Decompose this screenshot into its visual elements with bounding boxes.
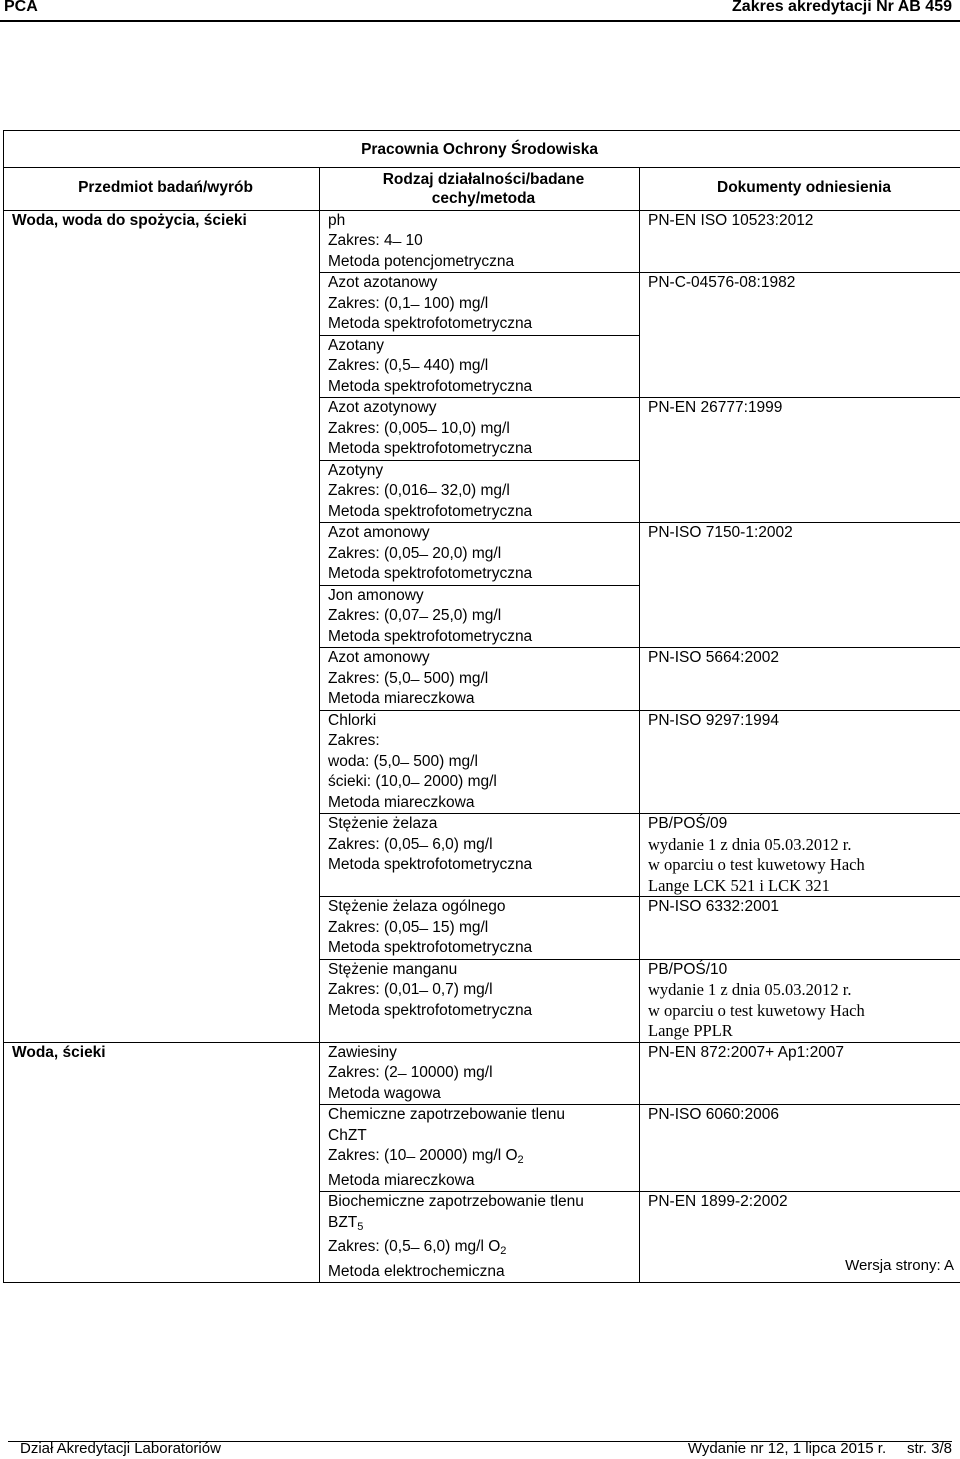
doc-cell: PN-EN 26777:1999 — [640, 398, 960, 523]
doc-cell: PN-ISO 6060:2006 — [640, 1105, 960, 1192]
table-row — [4, 1042, 960, 1105]
page-header — [0, 0, 960, 22]
method-cell: Azotyny Zakres: (0,016 ̶ 32,0) mg/l Metoda spektrofotometryczna — [320, 460, 640, 523]
doc-cell: PN-EN 1899-2:2002 — [640, 1192, 960, 1283]
header-row — [4, 167, 960, 210]
accreditation-table — [3, 130, 960, 1283]
method-cell: Azotany Zakres: (0,5 ̶ 440) mg/l Metoda spektrofotometryczna — [320, 335, 640, 398]
method-cell: Stężenie żelaza ogólnego Zakres: (0,05 ̶ 15) mg/l Metoda spektrofotometryczna — [320, 897, 640, 960]
method-cell: Azot azotynowy Zakres: (0,005 ̶ 10,0) mg/l Metoda spektrofotometryczna — [320, 398, 640, 461]
method-cell: Stężenie żelaza Zakres: (0,05 ̶ 6,0) mg/l Metoda spektrofotometryczna — [320, 814, 640, 897]
doc-cell: PN-C-04576-08:1982 — [640, 273, 960, 398]
doc-cell: PN-ISO 7150-1:2002 — [640, 523, 960, 648]
method-cell: Jon amonowy Zakres: (0,07 ̶ 25,0) mg/l Metoda spektrofotometryczna — [320, 585, 640, 648]
method-cell: Zawiesiny Zakres: (2 ̶ 10000) mg/l Metoda wagowa — [320, 1042, 640, 1105]
subject-cell: Woda, ścieki — [4, 1042, 320, 1283]
method-cell: Azot azotanowy Zakres: (0,1 ̶ 100) mg/l Metoda spektrofotometryczna — [320, 273, 640, 336]
doc-cell: PB/POŚ/10 wydanie 1 z dnia 05.03.2012 r. w oparciu o test kuwetowy Hach Lange PPLR — [640, 959, 960, 1042]
col-header-subject: Przedmiot badań/wyrób — [4, 167, 320, 210]
doc-cell: PN-ISO 6332:2001 — [640, 897, 960, 960]
col-header-docs: Dokumenty odniesienia — [640, 167, 960, 210]
doc-cell: PN-EN ISO 10523:2012 — [640, 210, 960, 273]
method-cell: Stężenie manganu Zakres: (0,01 ̶ 0,7) mg/l Metoda spektrofotometryczna — [320, 959, 640, 1042]
col-header-method: Rodzaj działalności/badane cechy/metoda — [320, 167, 640, 210]
method-cell: Azot amonowy Zakres: (5,0 ̶ 500) mg/l Metoda miareczkowa — [320, 648, 640, 711]
page-version: Wersja strony: A — [845, 1257, 954, 1274]
subject-cell: Woda, woda do spożycia, ścieki — [4, 210, 320, 1042]
method-cell: ph Zakres: 4 ̶ 10 Metoda potencjometryczna — [320, 210, 640, 273]
footer-right: Wydanie nr 12, 1 lipca 2015 r. str. 3/8 — [687, 1440, 952, 1457]
lab-title: Pracownia Ochrony Środowiska — [320, 131, 640, 168]
page-footer — [8, 1440, 952, 1457]
header-left: PCA — [4, 0, 38, 15]
footer-left: Dział Akredytacji Laboratoriów — [20, 1440, 221, 1457]
lab-title-row — [4, 131, 960, 168]
method-cell: Biochemiczne zapotrzebowanie tlenu $BZT_5$ Zakres: (0,5 ̶ 6,0) mg/l $O_2$ Metoda elektrochemiczna — [320, 1192, 640, 1283]
header-right: Zakres akredytacji Nr AB 459 — [732, 0, 952, 15]
method-cell: Chemiczne zapotrzebowanie tlenu ChZT Zakres: (10 ̶ 20000) mg/l $O_2$ Metoda miareczkowa — [320, 1105, 640, 1192]
doc-cell: PN-ISO 9297:1994 — [640, 710, 960, 814]
doc-cell: PN-ISO 5664:2002 — [640, 648, 960, 711]
doc-cell: PB/POŚ/09 wydanie 1 z dnia 05.03.2012 r. w oparciu o test kuwetowy Hach Lange LCK 521 i LCK 321 — [640, 814, 960, 897]
method-cell: Chlorki Zakres: woda: (5,0 ̶ 500) mg/l ścieki: (10,0 ̶ 2000) mg/l Metoda miareczkowa — [320, 710, 640, 814]
doc-cell: PN-EN 872:2007+ Ap1:2007 — [640, 1042, 960, 1105]
table-row — [4, 210, 960, 273]
method-cell: Azot amonowy Zakres: (0,05 ̶ 20,0) mg/l Metoda spektrofotometryczna — [320, 523, 640, 586]
